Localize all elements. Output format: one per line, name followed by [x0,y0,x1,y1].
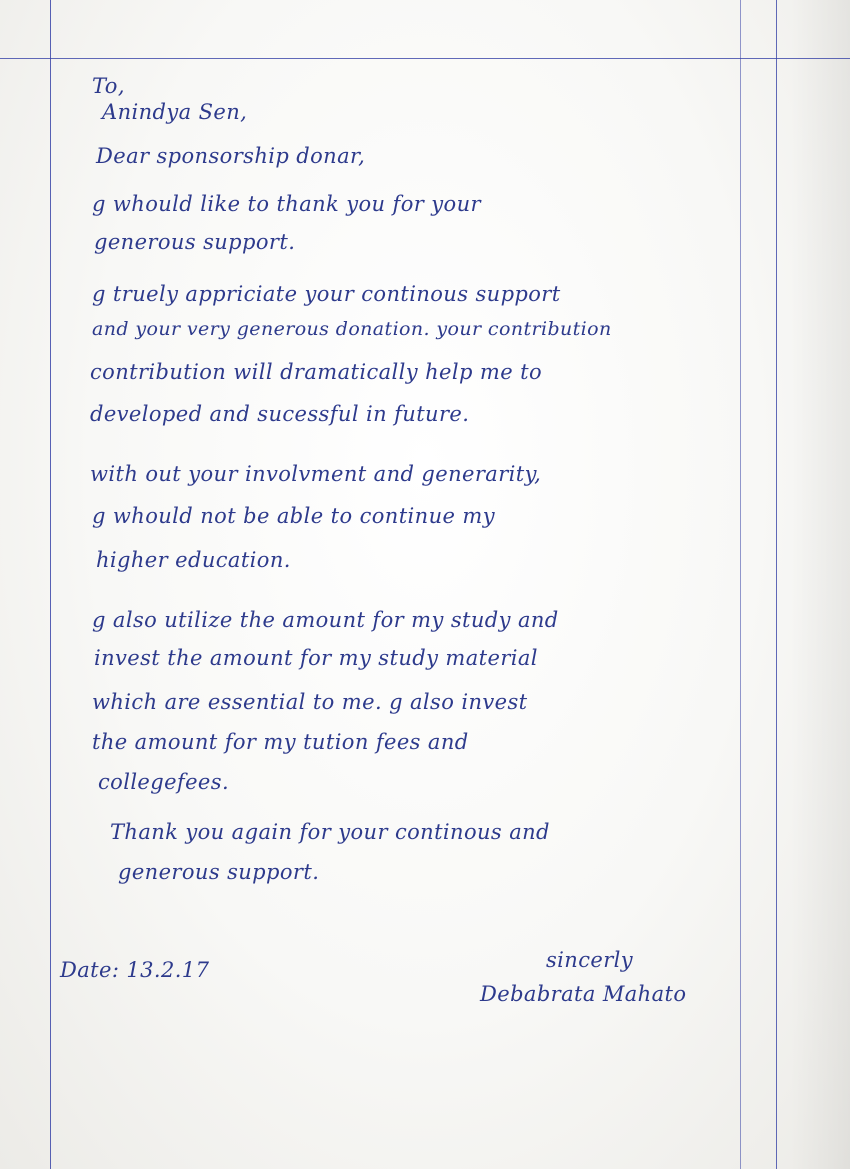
body-line: with out your involvment and generarity, [90,462,542,486]
closing: sincerly [546,948,634,972]
body-line: and your very generous donation. your contribution [92,318,612,340]
body-line: developed and sucessful in future. [90,402,470,426]
top-margin-rule [0,58,850,59]
salutation-to: To, [92,74,125,98]
letter-date: Date: 13.2.17 [60,958,210,982]
body-line: Thank you again for your continous and [110,820,550,844]
inner-right-margin-rule [740,0,741,1169]
body-line: g truely appriciate your continous support [92,282,561,306]
page-shadow [790,0,850,1169]
body-line: g whould like to thank you for your [92,192,481,216]
recipient-name: Anindya Sen, [102,100,248,124]
body-line: which are essential to me. g also invest [92,690,528,714]
signature-name: Debabrata Mahato [480,982,687,1006]
body-line: the amount for my tution fees and [92,730,469,754]
body-line: g also utilize the amount for my study and [92,608,559,632]
right-margin-rule [776,0,777,1169]
left-margin-rule [50,0,51,1169]
body-line: contribution will dramatically help me to [90,360,543,384]
body-line: invest the amount for my study material [94,646,538,670]
body-line: generous support. [94,230,296,254]
body-line: generous support. [118,860,320,884]
body-line: collegefees. [98,770,230,794]
greeting: Dear sponsorship donar, [96,144,366,168]
body-line: g whould not be able to continue my [92,504,496,528]
body-line: higher education. [96,548,291,572]
